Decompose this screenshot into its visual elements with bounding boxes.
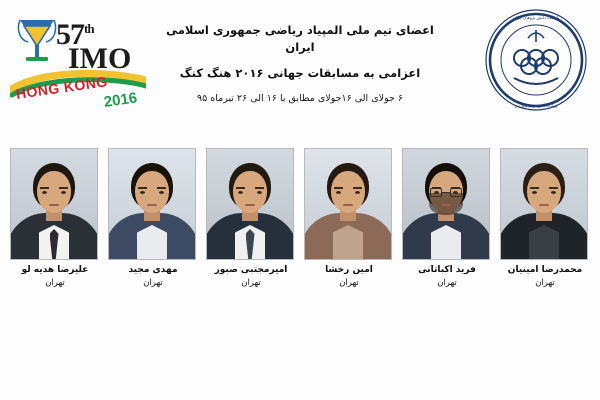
member-city: تهران (143, 278, 163, 289)
svg-text:وزارت آموزش و پرورش: وزارت آموزش و پرورش (514, 103, 558, 108)
member-name: محمدرضا امینیان (507, 265, 583, 275)
title-line-3: ۶ جولای الی ۱۶جولای مطابق با ۱۶ الی ۲۶ تیرماه ۹۵ (197, 92, 403, 104)
trophy-cup-icon (14, 16, 60, 68)
member-name: علیرضا هدیه لو (21, 265, 89, 275)
member-name: مهدی مجید (128, 265, 178, 275)
list-item (108, 148, 198, 288)
svg-text:باشگاه دانش پژوهان جوان: باشگاه دانش پژوهان جوان (512, 15, 560, 20)
member-city: تهران (339, 278, 359, 289)
portrait-photo (402, 148, 490, 260)
portrait-photo (10, 148, 98, 260)
member-city: تهران (535, 278, 555, 289)
member-name: فرید اکباتانی (418, 265, 476, 275)
title-line-2: اعزامی به مسابقات جهانی ۲۰۱۶ هنگ کنگ (179, 65, 421, 80)
list-item (500, 148, 590, 288)
portrait-photo (108, 148, 196, 260)
portrait-photo (304, 148, 392, 260)
team-members-row (10, 148, 590, 288)
list-item (206, 148, 296, 288)
member-name: امین رخشا (325, 265, 373, 275)
member-city: تهران (437, 278, 457, 289)
portrait-photo (206, 148, 294, 260)
member-name: امیرمجتبی صبور (214, 265, 288, 275)
title-line-1: اعضای تیم ملی المپیاد ریاضی جمهوری اسلامی ایران (166, 23, 434, 55)
member-city: تهران (45, 278, 65, 289)
imo-logo (8, 10, 148, 120)
page-title (150, 22, 450, 114)
list-item (304, 148, 394, 288)
imo-city-label: HONG KONG (14, 73, 109, 102)
list-item (402, 148, 492, 288)
blank-footer-area (0, 322, 600, 400)
list-item (10, 148, 100, 288)
portrait-photo (500, 148, 588, 260)
eyeglasses-icon (429, 188, 463, 197)
member-city: تهران (241, 278, 261, 289)
imo-year-label: 2016 (102, 89, 139, 111)
imo-ordinal: 57th (56, 18, 94, 51)
official-seal-icon (484, 8, 588, 112)
poster-header (0, 0, 600, 140)
imo-acronym: IMO (68, 42, 132, 75)
